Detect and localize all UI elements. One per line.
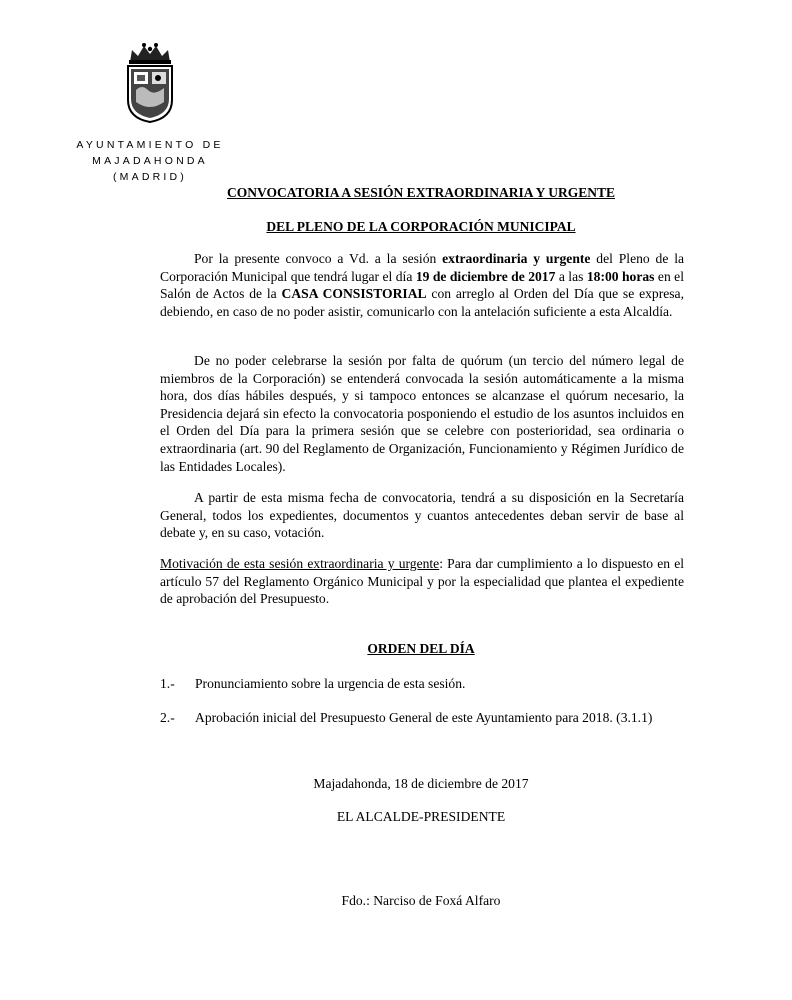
agenda-item bbox=[160, 709, 652, 726]
agenda-item bbox=[160, 675, 465, 692]
signature: Fdo.: Narciso de Foxá Alfaro bbox=[341, 893, 501, 908]
paragraph-motivation: Motivación de esta sesión extraordinaria y urgente: Para dar cumplimiento a lo dispuesto en el artículo 57 del Reglamento Orgánico Municipal y por la especialidad que plantea el expediente de aprobación del Presupuesto. bbox=[160, 556, 685, 607]
institution-line-2: MAJADAHONDA bbox=[92, 155, 208, 167]
agenda-title: ORDEN DEL DÍA bbox=[367, 641, 475, 656]
institution-line-3: (MADRID) bbox=[112, 171, 187, 183]
agenda-item-text: Pronunciamiento sobre la urgencia de esta sesión. bbox=[195, 676, 466, 691]
paragraph-quorum: De no poder celebrarse la sesión por falta de quórum (un tercio del número legal de miembros de la Corporación) se entenderá convocada la sesión automáticamente a la misma hora, dos días hábiles después, y si tampoco entonces se alcanzase el quórum necesario, la Presidencia dejará sin efecto la convocatoria posponiendo el estudio de los asuntos incluidos en el Orden del Día para la primera sesión que se celebre con posterioridad, sea ordinaria o extraordinaria (art. 90 del Reglamento de Organización, Funcionamiento y Régimen Jurídico de las Entidades Locales). bbox=[160, 353, 684, 474]
institution-name bbox=[60, 137, 240, 185]
document-title: CONVOCATORIA A SESIÓN EXTRAORDINARIA Y URGENTE bbox=[227, 185, 615, 200]
paragraph-convocation: Por la presente convoco a Vd. a la sesión extraordinaria y urgente del Pleno de la Corporación Municipal que tendrá lugar el día 19 de diciembre de 2017 a las 18:00 horas en el Salón de Actos de la CASA CONSISTORIAL con arreglo al Orden del Día que se expresa, debiendo, en caso de no poder asistir, comunicarlo con la antelación suficiente a esta Alcaldía. bbox=[160, 251, 684, 319]
coat-of-arms-logo bbox=[118, 40, 182, 124]
institution-line-1: AYUNTAMIENTO DE bbox=[76, 139, 224, 151]
agenda-item-number: 1.- bbox=[160, 676, 175, 691]
agenda-item-text: Aprobación inicial del Presupuesto General de este Ayuntamiento para 2018. (3.1.1) bbox=[195, 710, 653, 725]
place-date: Majadahonda, 18 de diciembre de 2017 bbox=[313, 776, 529, 791]
motivation-label: Motivación de esta sesión extraordinaria y urgente bbox=[160, 556, 440, 571]
agenda-item-number: 2.- bbox=[160, 710, 175, 725]
document-subtitle: DEL PLENO DE LA CORPORACIÓN MUNICIPAL bbox=[266, 219, 576, 234]
signer-role: EL ALCALDE-PRESIDENTE bbox=[336, 809, 506, 824]
paragraph-documents: A partir de esta misma fecha de convocatoria, tendrá a su disposición en la Secretaría General, todos los expedientes, documentos y cuantos antecedentes deban servir de base al debate y, en su caso, votación. bbox=[160, 490, 684, 541]
